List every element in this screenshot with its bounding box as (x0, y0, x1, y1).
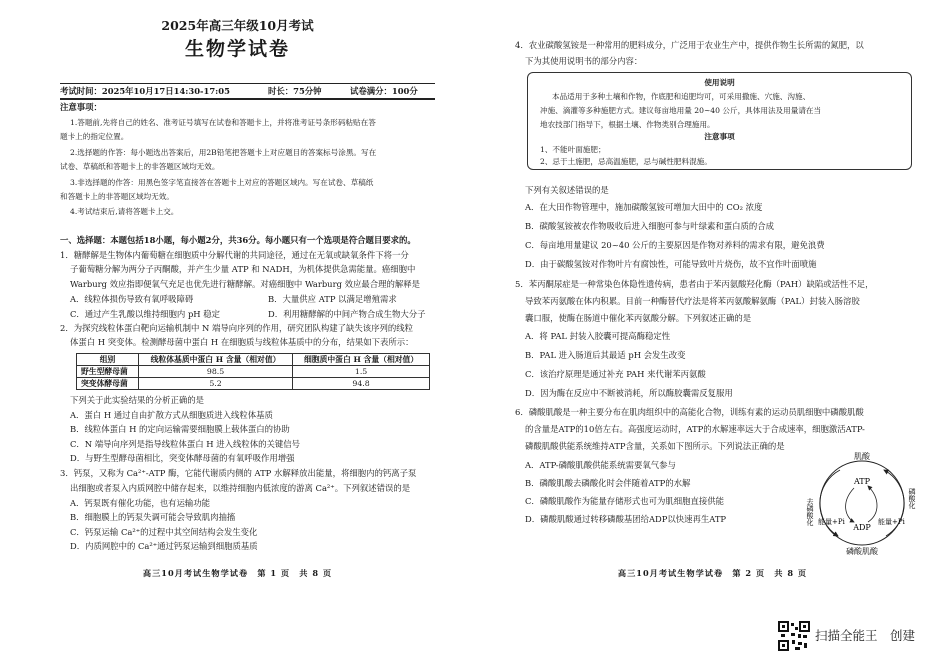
q1-stem: Warburg 效应指即便氧气充足也优先进行糖酵解。对癌细胞中 Warburg 效应最合理的解释是 (70, 279, 420, 289)
q2-stem: 2．为探究线粒体蛋白靶向运输机制中 N 端导向序列的作用，研究团队构建了缺失该序列的线粒 (60, 323, 413, 333)
right-arrow (884, 470, 904, 536)
q2-option-b: B．线粒体蛋白 H 的定向运输需要细胞膜上载体蛋白的协助 (70, 424, 290, 434)
exam-title: 2025年高三年级10月考试 (161, 18, 314, 33)
q5-stem: 5．苯丙酮尿症是一种常染色体隐性遗传病，患者由于苯丙氨酸羟化酶（PAH）缺陷或活性不足， (515, 279, 874, 289)
table-header-row (77, 354, 430, 366)
q4-option-b: B．碳酸氢铵被农作物吸收后进入细胞可参与叶绿素和蛋白质的合成 (525, 221, 775, 231)
instructions-line: 本品适用于多种土壤和作物，作底肥和追肥均可，可采用撒施、穴施、沟施、 (552, 92, 811, 101)
q6-stem: 6．磷酸肌酸是一种主要分布在肌肉组织中的高能化合物，训练有素的运动员肌细胞中磷酸肌酸 (515, 407, 864, 417)
instructions-box (527, 72, 912, 170)
q5-option-c: C．该治疗原理是通过补充 PAH 来代谢苯丙氨酸 (525, 369, 706, 379)
note-line: 3.非选择题的作答：用黑色签字笔直接答在答题卡上对应的答题区域内。写在试卷、草稿纸 (70, 178, 374, 187)
q3-option-a: A．钙泵既有催化功能，也有运输功能 (70, 498, 211, 508)
q5-option-d: D．因为酶在反应中不断被消耗，所以酶胶囊需反复服用 (525, 388, 733, 398)
creatine-label: 肌酸 (854, 452, 870, 461)
header-rule-top (60, 83, 435, 84)
atp-label: ATP (853, 477, 871, 486)
q1-option-d: D．利用糖酵解的中间产物合成生物大分子 (268, 309, 426, 319)
q1-stem: 1．糖酵解是生物体内葡萄糖在细胞质中分解代谢的共同途径，通过在无氧或缺氧条件下将一分 (60, 250, 409, 260)
table-cell: 1.5 (293, 366, 430, 378)
q5-option-b: B．PAL 进入肠道后其最适 pH 会发生改变 (525, 350, 686, 360)
note-line: 和答题卡上的非答题区域均无效。 (60, 192, 174, 201)
q3-option-c: C．钙泵运输 Ca²⁺的过程中其空间结构会发生变化 (70, 527, 258, 537)
page-footer: 高三10月考试生物学试卷 第 1 页 共 8 页 (142, 568, 333, 578)
q5-stem: 囊口服，使酶在肠道中催化苯丙氨酸分解。下列叙述正确的是 (525, 313, 752, 323)
table-header-cell: 线粒体基质中蛋白 H 含量（相对值） (138, 354, 292, 366)
caution-line: 1、不能叶面施肥； (540, 145, 606, 154)
q1-option-a: A．线粒体损伤导致有氧呼吸障碍 (70, 294, 194, 304)
scanner-watermark: 扫描全能王 创建 (815, 628, 916, 643)
table-cell: 98.5 (138, 366, 292, 378)
q5-option-a: A．将 PAL 封装入胶囊可提高酶稳定性 (525, 331, 671, 341)
q3-stem: 出细胞或者泵入内质网腔中储存起来，以维持细胞内低浓度的游离 Ca²⁺。下列叙述错误的是 (70, 483, 411, 493)
q1-option-c: C．通过产生乳酸以维持细胞内 pH 稳定 (70, 309, 221, 319)
q1-option-b: B．大量供应 ATP 以满足增殖需求 (268, 294, 397, 304)
q4-question: 下列有关叙述错误的是 (525, 185, 609, 195)
q4-option-d: D．由于碳酸氢铵对作物叶片有腐蚀性，可能导致叶片烧伤，故不宜作叶面喷施 (525, 259, 817, 269)
q2-data-table (76, 353, 430, 390)
q2-option-a: A．蛋白 H 通过自由扩散方式从细胞质进入线粒体基质 (70, 410, 273, 420)
table-cell: 5.2 (138, 378, 292, 390)
q2-stem: 体蛋白 H 突变体。检测酵母菌中蛋白 H 在细胞质与线粒体基质中的分布，结果如下表所示： (70, 337, 414, 347)
note-line: 试卷、草稿纸和答题卡上的非答题区域均无效。 (60, 162, 220, 171)
energy-pi-right-label: 能量+Pi (878, 518, 905, 526)
header-rule-bottom (60, 98, 435, 100)
note-line: 4.考试结束后,请将答题卡上交。 (70, 207, 179, 216)
q6-option-a: A．ATP-磷酸肌酸供能系统需要氧气参与 (525, 460, 676, 470)
exam-subject-title: 生物学试卷 (184, 38, 290, 60)
exam-full-score: 试卷满分：100分 (350, 86, 418, 96)
q6-option-b: B．磷酸肌酸去磷酸化时会伴随着ATP的水解 (525, 478, 691, 488)
phosphorylation-label: 磷酸化 (908, 488, 916, 509)
instructions-heading: 使用说明 (704, 78, 735, 87)
table-cell: 野生型酵母菌 (77, 366, 139, 378)
table-cell: 94.8 (293, 378, 430, 390)
exam-page-2 (475, 0, 950, 672)
table-header-cell: 细胞质中蛋白 H 含量（相对值） (293, 354, 430, 366)
q4-stem: 下为其使用说明书的部分内容： (525, 56, 643, 66)
exam-duration: 时长：75分钟 (268, 86, 322, 96)
left-arrow (820, 470, 840, 536)
q5-stem: 导致苯丙氨酸在体内积累。目前一种酶替代疗法是将苯丙氨酸解氨酶（PAL）封装入肠溶胶 (525, 296, 860, 306)
q1-stem: 子葡萄糖分解为两分子丙酮酸，并产生少量 ATP 和 NADH，为机体提供急需能量。癌细胞中 (70, 264, 416, 274)
notes-heading: 注意事项： (60, 102, 102, 112)
dephosphorylation-label: 去磷酸化 (806, 498, 814, 526)
section1-heading: 一、选择题：本题包括18小题，每小题2分，共36分。每小题只有一个选项是符合题目要求的。 (60, 235, 416, 245)
q4-option-a: A．在大田作物管理中，施加碳酸氢铵可增加大田中的 CO₂ 浓度 (525, 202, 763, 212)
q3-option-d: D．内质网腔中的 Ca²⁺通过钙泵运输到细胞质基质 (70, 541, 258, 551)
q6-stem: 的含量是ATP的10倍左右。高强度运动时，ATP的水解速率远大于合成速率，细胞激活ATP- (525, 424, 865, 434)
adp-label: ADP (853, 523, 871, 532)
q4-stem: 4．农业碳酸氢铵是一种常用的肥料成分，广泛用于农业生产中，提供作物生长所需的氮肥，以 (515, 40, 864, 50)
q2-question: 下列关于此实验结果的分析正确的是 (70, 395, 204, 405)
instructions-line: 地农技部门指导下，根据土壤、作物类别合理施用。 (540, 120, 715, 129)
q3-option-b: B．细胞膜上的钙泵失调可能会导致肌肉抽搐 (70, 512, 236, 522)
q2-option-c: C．N 端导向序列是指导线粒体蛋白 H 进入线粒体的关键信号 (70, 439, 301, 449)
exam-time: 考试时间：2025年10月17日14:30-17:05 (60, 86, 230, 96)
q3-stem: 3．钙泵，又称为 Ca²⁺-ATP 酶，它能代谢质内侧的 ATP 水解释放出能量，将细胞内的钙离子泵 (60, 468, 417, 478)
q6-option-c: C．磷酸肌酸作为能量存储形式也可为肌细胞直接供能 (525, 496, 725, 506)
phosphocreatine-label: 磷酸肌酸 (846, 547, 878, 556)
q4-option-c: C．每亩地用量建议 20~40 公斤的主要原因是作物对养料的需求有限，避免浪费 (525, 240, 825, 250)
table-header-cell: 组别 (77, 354, 139, 366)
cautions-heading: 注意事项 (704, 132, 735, 141)
note-line: 1.答题前,先将自己的姓名、准考证号填写在试卷和答题卡上，并将准考证号条形码粘贴在答 (70, 118, 376, 127)
page-footer: 高三10月考试生物学试卷 第 2 页 共 8 页 (617, 568, 808, 578)
inner-arrow-right (868, 486, 877, 522)
caution-line: 2、忌于土施肥，忌高温施肥，忌与碱性肥料混施。 (540, 157, 712, 166)
qr-code-icon (778, 621, 810, 651)
q6-stem: 磷酸肌酸供能系统维持ATP含量，关系如下图所示。下列说法正确的是 (525, 441, 785, 451)
note-line: 题卡上的指定位置。 (60, 132, 129, 141)
inner-arrow-left (846, 488, 854, 522)
table-row (77, 366, 430, 378)
table-cell: 突变体酵母菌 (77, 378, 139, 390)
note-line: 2.选择题的作答：每小题选出答案后，用2B铅笔把答题卡上对应题目的答案标号涂黑。写在 (70, 148, 377, 157)
q2-option-d: D．与野生型酵母菌相比，突变体酵母菌的有氧呼吸作用增强 (70, 453, 295, 463)
q6-option-d: D．磷酸肌酸通过转移磷酸基团给ADP以快速再生ATP (525, 514, 727, 524)
instructions-line: 冲施、滴灌等多种施肥方式。建议每亩地用量 20~40 公斤，具体用法及用量请在当 (540, 106, 822, 115)
energy-pi-left-label: 能量+Pi (818, 518, 845, 526)
table-row (77, 378, 430, 390)
atp-creatine-cycle-diagram (800, 448, 925, 558)
